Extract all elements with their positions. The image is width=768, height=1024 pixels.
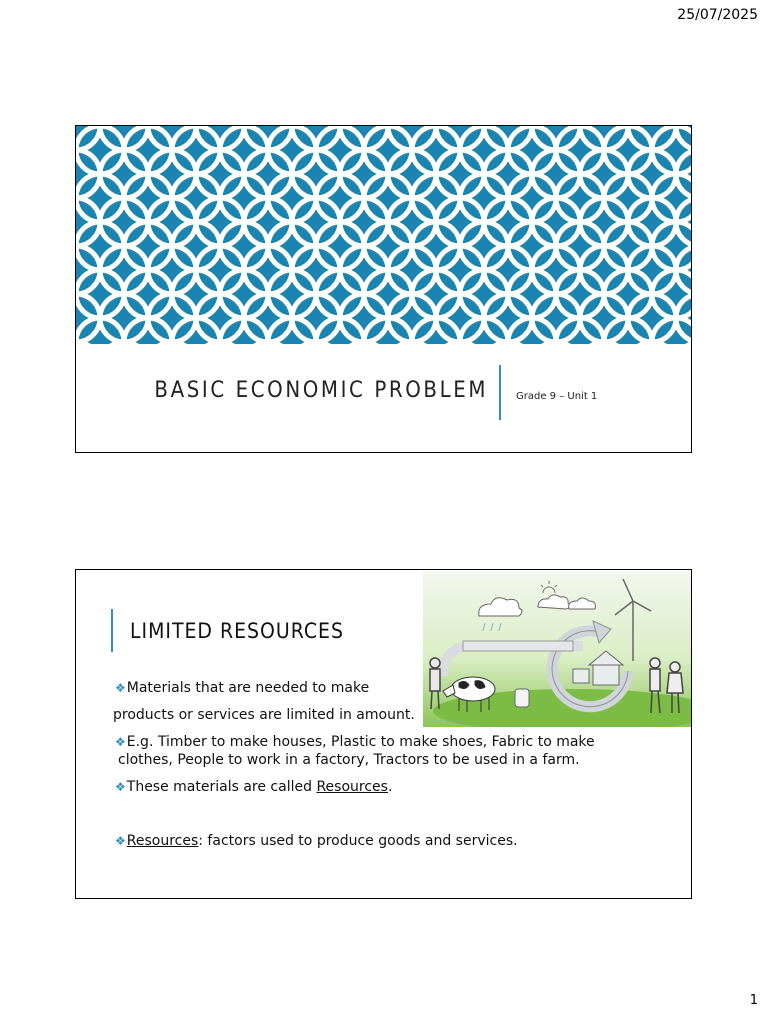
bullet-2-line-1: ❖E.g. Timber to make houses, Plastic to make shoes, Fabric to make	[115, 734, 595, 750]
bullet-1-line-1: ❖Materials that are needed to make	[115, 680, 370, 696]
bullet-3: ❖These materials are called Resources.	[115, 779, 393, 795]
bullet-1-line-2: products or services are limited in amount.	[113, 707, 415, 723]
slide-title	[75, 125, 692, 453]
diamond-bullet-icon: ❖	[115, 735, 126, 749]
bullet-2-line-2: clothes, People to work in a factory, Tractors to be used in a farm.	[118, 752, 580, 768]
geometric-pattern-banner	[76, 126, 691, 344]
slide-subtitle: Grade 9 – Unit 1	[516, 391, 598, 402]
title-divider	[499, 365, 501, 420]
farm-illustration	[423, 571, 691, 727]
print-date: 25/07/2025	[677, 7, 758, 23]
slide-title-text: BASIC ECONOMIC PROBLEM	[154, 378, 488, 403]
diamond-bullet-icon: ❖	[115, 780, 126, 794]
heading-divider	[111, 609, 113, 652]
slide-heading: LIMITED RESOURCES	[130, 619, 344, 643]
diamond-bullet-icon: ❖	[115, 834, 126, 848]
page-number: 1	[749, 993, 758, 1008]
bullet-4-definition: ❖Resources: factors used to produce goods and services.	[115, 833, 518, 849]
diamond-bullet-icon: ❖	[115, 681, 126, 695]
